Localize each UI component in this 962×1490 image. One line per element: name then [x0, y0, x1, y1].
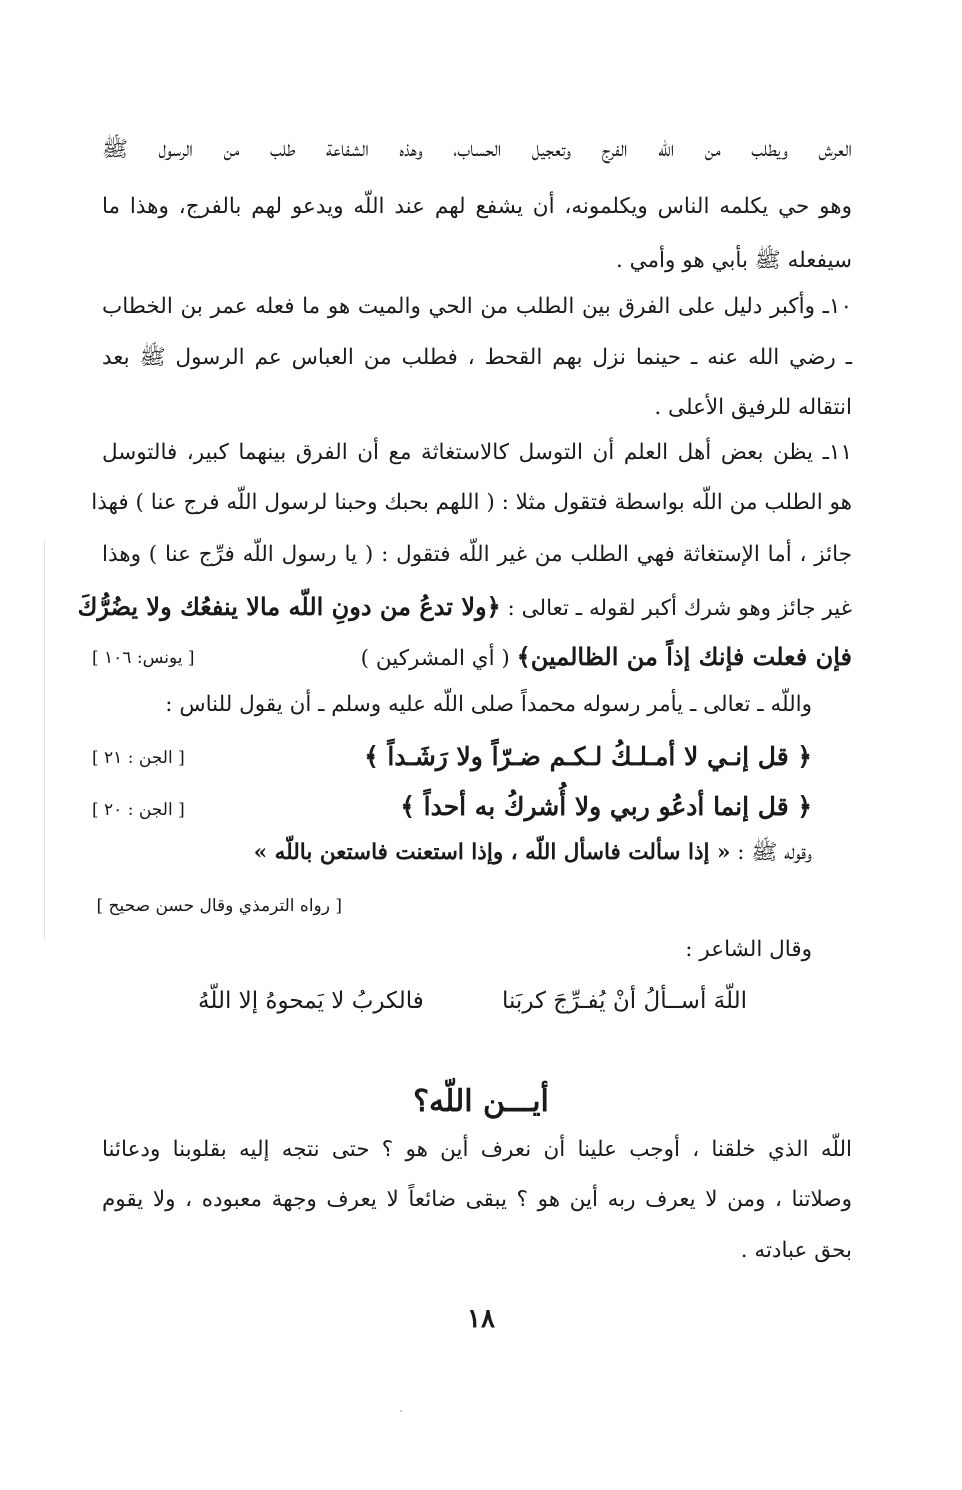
text-line: بحق عبادته . — [740, 1238, 852, 1263]
verse-reference: [ يونس: ١٠٦ ] — [92, 648, 195, 668]
hadith-text: « إذا سألت فاسأل اللّه ، وإذا استعنت فاستعن باللّه » — [253, 840, 731, 865]
text-line: اللّه الذي خلقنا ، أوجب علينا أن نعرف أين هو ؟ حتى نتجه إليه بقلوبنا ودعائنا — [102, 1137, 852, 1162]
quran-verse-inline: فإن فعلت فإنك إذاً من الظالمين﴾ — [516, 642, 852, 671]
text-line: واللّه ـ تعالى ـ يأمر رسوله محمداً صلى اللّه عليه وسلم ـ أن يقول للناس : — [165, 692, 812, 717]
text-line: سيفعله ﷺ بأبي هو وأمي . — [615, 248, 852, 273]
page-number: ١٨ — [467, 1304, 495, 1334]
verse-reference: [ الجن : ٢١ ] — [92, 748, 185, 768]
text-segment: ( أي المشركين ) — [360, 646, 510, 671]
text-line: وصلاتنا ، ومن لا يعرف ربه أين هو ؟ يبقى ضائعاً لا يعرف وجهة معبوده ، ولا يقوم — [102, 1187, 852, 1212]
quran-verse: ﴿ قل إنـي لا أمـلـكُ لـكـم ضـرّاً ولا رَشَـداً ﴾ — [364, 742, 812, 771]
text-line: ـ رضي الله عنه ـ حينما نزل بهم القحط ، فطلب من العباس عم الرسول ﷺ بعد — [102, 345, 852, 370]
text-line-with-verse — [77, 592, 852, 624]
scan-gutter-line — [44, 540, 45, 940]
poem-hemistich-right: اللّهَ أســألُ أنْ يُفـرِّجَ كربَنا — [501, 988, 747, 1014]
text-segment: غير جائز وهو شرك أكبر لقوله ـ تعالى : — [500, 596, 852, 621]
text-line: هو الطلب من اللّه بواسطة فتقول مثلا : ( اللهم بحبك وحبنا لرسول اللّه فرج عنا ) فهذا — [91, 490, 852, 515]
text-line: العرش ويطلب من اللّه الفرج وتعجيل الحساب، وهذه الشفاعة طلب من الرسول ﷺ — [102, 137, 852, 162]
text-line-with-verse — [362, 642, 852, 674]
text-line: جائز ، أما الإستغاثة فهي الطلب من غير اللّه فتقول : ( يا رسول اللّه فرِّج عنا ) وهذا — [102, 542, 852, 567]
scan-speck — [400, 1410, 402, 1412]
hadith-line — [112, 838, 812, 868]
quran-verse: ﴿ قل إنما أدعُو ربي ولا أُشركُ به أحداً ﴾ — [400, 792, 812, 821]
text-line: ١٠ـ وأكبر دليل على الفرق بين الطلب من الحي والميت هو ما فعله عمر بن الخطاب — [102, 294, 852, 319]
text-line: ١١ـ يظن بعض أهل العلم أن التوسل كالاستغاثة مع أن الفرق بينهما كبير، فالتوسل — [102, 440, 852, 465]
text-line: وقال الشاعر : — [685, 937, 812, 962]
quran-verse-inline: ﴿ولا تدعُ من دونِ اللّه مالا ينفعُك ولا يضُرُّكَ — [77, 592, 501, 621]
poem-hemistich-left: فالكربُ لا يَمحوهُ إلا اللّهُ — [198, 988, 424, 1014]
section-heading: أيـــن اللّه؟ — [413, 1084, 549, 1119]
verse-reference: [ الجن : ٢٠ ] — [92, 800, 185, 820]
hadith-reference: [ رواه الترمذي وقال حسن صحيح ] — [96, 896, 342, 916]
text-segment: وقوله ﷺ : — [730, 840, 812, 865]
text-line: وهو حي يكلمه الناس ويكلمونه، أن يشفع لهم عند اللّه ويدعو لهم بالفرج، وهذا ما — [102, 194, 852, 219]
text-line: انتقاله للرفيق الأعلى . — [654, 395, 852, 420]
